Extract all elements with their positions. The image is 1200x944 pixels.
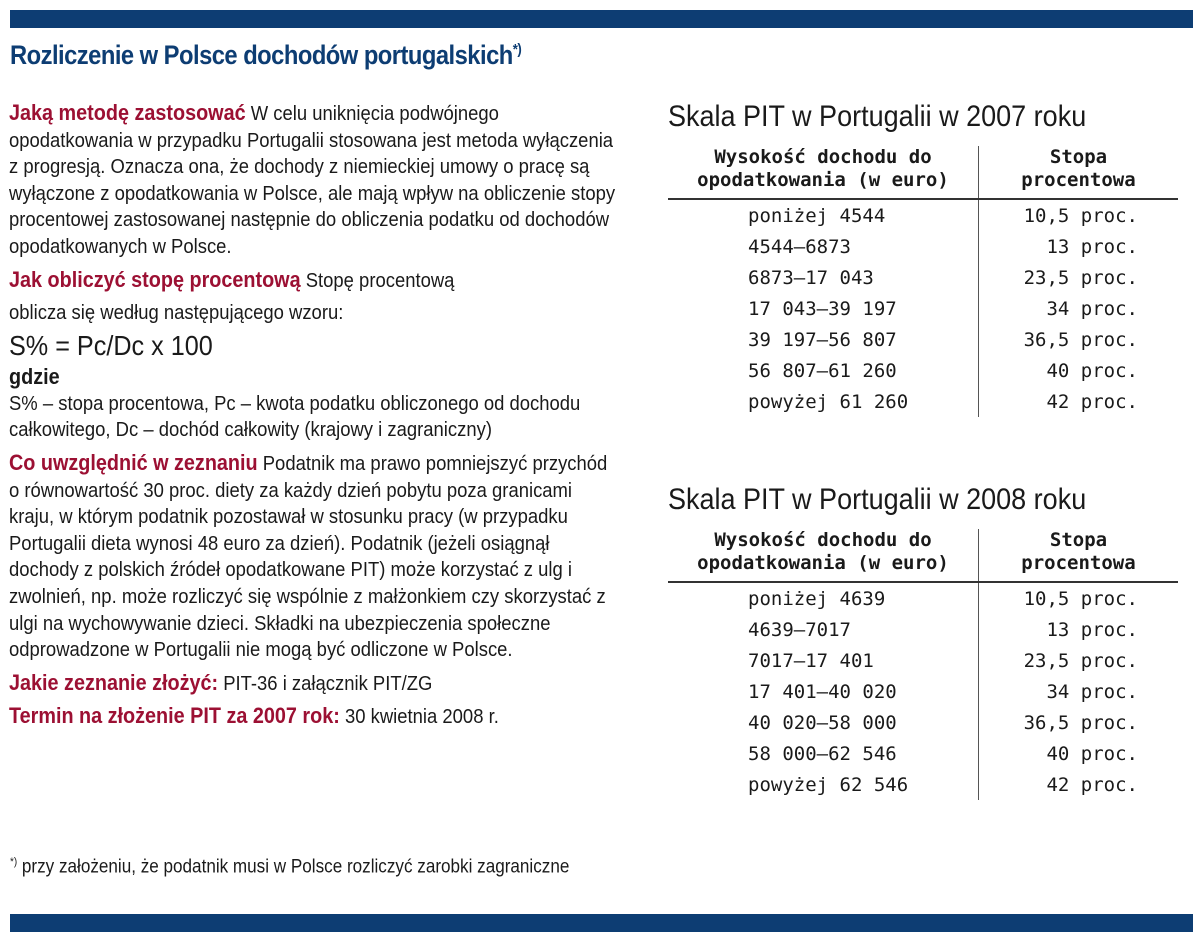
table-row <box>668 293 1178 324</box>
footnote-mark: *) <box>10 856 18 868</box>
section-form <box>9 670 621 698</box>
tax-scale-2008 <box>668 483 1178 800</box>
footnote-text: przy założeniu, że podatnik musi w Polsce rozliczyć zarobki zagraniczne <box>17 856 570 878</box>
where-label: gdzie <box>9 363 60 389</box>
header-line: Wysokość dochodu do <box>714 146 932 168</box>
section-declaration <box>9 450 621 664</box>
income-range: 39 197–56 807 <box>748 328 897 351</box>
tax-rate: 36,5 proc. <box>979 324 1179 355</box>
table-row <box>668 324 1178 355</box>
section-form-heading: Jakie zeznanie złożyć: <box>9 669 219 695</box>
header-line: procentowa <box>1021 552 1136 574</box>
tax-table-title: Skala PIT w Portugalii w 2008 roku <box>668 483 1087 516</box>
tax-rate: 10,5 proc. <box>979 199 1179 231</box>
bottom-rule <box>10 914 1193 932</box>
formula: S% = Pc/Dc x 100 <box>9 329 213 361</box>
section-deadline-heading: Termin na złożenie PIT za 2007 rok: <box>9 703 340 729</box>
page-title <box>10 40 521 71</box>
income-range: 4544–6873 <box>748 235 851 258</box>
tax-rate: 40 proc. <box>979 738 1179 769</box>
income-range: 6873–17 043 <box>748 266 874 289</box>
section-method-text: W celu uniknięcia podwójnego opodatkowania w przypadku Portugalii stosowana jest metoda wyłączenia z progresją. Oznacza ona, że dochody z niemieckiej umowy o pracę są wyłączone z opodatkowania w Polsce, ale mają wpływ na obliczenie stopy procentowej zastosowanej następnie do obliczenia podatku od dochodów opodatkowanych w Polsce. <box>9 102 616 258</box>
definitions: S% – stopa procentowa, Pc – kwota podatku obliczonego od dochodu całkowitego, Dc – dochód całkowity (krajowy i zagraniczny) <box>9 391 581 442</box>
table-row <box>668 231 1178 262</box>
tax-rate: 42 proc. <box>979 769 1179 800</box>
page-title-text: Rozliczenie w Polsce dochodów portugalskich <box>10 40 513 70</box>
article-body <box>9 100 621 731</box>
income-range: 40 020–58 000 <box>748 711 897 734</box>
section-rate <box>9 267 621 295</box>
income-range: 17 401–40 020 <box>748 680 897 703</box>
table-row <box>668 676 1178 707</box>
table-row <box>668 199 1178 231</box>
tax-table-title: Skala PIT w Portugalii w 2007 roku <box>668 100 1087 133</box>
section-method <box>9 100 621 261</box>
section-deadline-text: 30 kwietnia 2008 r. <box>339 705 499 729</box>
section-rate-text: Stopę procentową <box>300 268 455 292</box>
tax-scale-2007 <box>668 100 1178 417</box>
footnote <box>10 856 569 878</box>
header-line: Wysokość dochodu do <box>714 529 932 551</box>
tax-rate: 36,5 proc. <box>979 707 1179 738</box>
tax-rate: 13 proc. <box>979 614 1179 645</box>
section-method-heading: Jaką metodę zastosować <box>9 100 246 125</box>
table-row <box>668 769 1178 800</box>
header-line: opodatkowania (w euro) <box>697 552 949 574</box>
section-declaration-heading: Co uwzględnić w zeznaniu <box>9 449 258 475</box>
tax-rate: 34 proc. <box>979 676 1179 707</box>
tax-rate: 23,5 proc. <box>979 262 1179 293</box>
income-range: powyżej 61 260 <box>748 390 909 413</box>
table-row <box>668 707 1178 738</box>
title-footnote-mark: *) <box>512 41 522 58</box>
table-header-row <box>668 146 1178 199</box>
table-row <box>668 262 1178 293</box>
table-row <box>668 386 1178 417</box>
income-range: 56 807–61 260 <box>748 359 897 382</box>
top-rule <box>10 10 1193 28</box>
header-line: Stopa <box>1049 146 1108 168</box>
tax-table <box>668 529 1178 800</box>
income-range: 4639–7017 <box>748 618 851 641</box>
tax-rate: 13 proc. <box>979 231 1179 262</box>
header-line: opodatkowania (w euro) <box>697 169 949 191</box>
income-range: 58 000–62 546 <box>748 742 897 765</box>
table-row <box>668 355 1178 386</box>
table-row <box>668 582 1178 614</box>
income-range: powyżej 62 546 <box>748 773 909 796</box>
table-header-row <box>668 529 1178 582</box>
tax-rate: 34 proc. <box>979 293 1179 324</box>
section-rate-line2: oblicza się według następującego wzoru: <box>9 301 344 325</box>
header-line: procentowa <box>1021 169 1136 191</box>
income-range: poniżej 4544 <box>748 204 886 227</box>
tax-rate: 42 proc. <box>979 386 1179 417</box>
column-header-rate <box>979 146 1179 199</box>
section-rate-heading: Jak obliczyć stopę procentową <box>9 266 301 292</box>
column-header-income <box>668 529 979 582</box>
income-range: 17 043–39 197 <box>748 297 897 320</box>
table-row <box>668 645 1178 676</box>
table-row <box>668 614 1178 645</box>
header-line: Stopa <box>1049 529 1108 551</box>
table-row <box>668 738 1178 769</box>
column-header-rate <box>979 529 1179 582</box>
tax-rate: 10,5 proc. <box>979 582 1179 614</box>
income-range: poniżej 4639 <box>748 587 886 610</box>
section-declaration-text: Podatnik ma prawo pomniejszyć przychód o równowartość 30 proc. diety za każdy dzień pobytu poza granicami kraju, w którym podatnik pozostawał w stosunku pracy (w przypadku Portugalii dieta wynosi 48 euro za dzień). Podatnik (jeżeli osiągnął dochody z polskich źródeł opodatkowane PIT) może korzystać z ulg i zwolnień, np. może rozliczyć się wspólnie z małżonkiem czy skorzystać z ulgi na wychowywanie dzieci. Składki na ubezpieczenia społeczne odprowadzone w Portugalii nie mogą być odliczone w Polsce. <box>9 451 608 662</box>
tax-table <box>668 146 1178 417</box>
income-range: 7017–17 401 <box>748 649 874 672</box>
section-deadline <box>9 703 621 731</box>
tax-rate: 40 proc. <box>979 355 1179 386</box>
tax-rate: 23,5 proc. <box>979 645 1179 676</box>
section-form-text: PIT-36 i załącznik PIT/ZG <box>218 671 433 695</box>
column-header-income <box>668 146 979 199</box>
